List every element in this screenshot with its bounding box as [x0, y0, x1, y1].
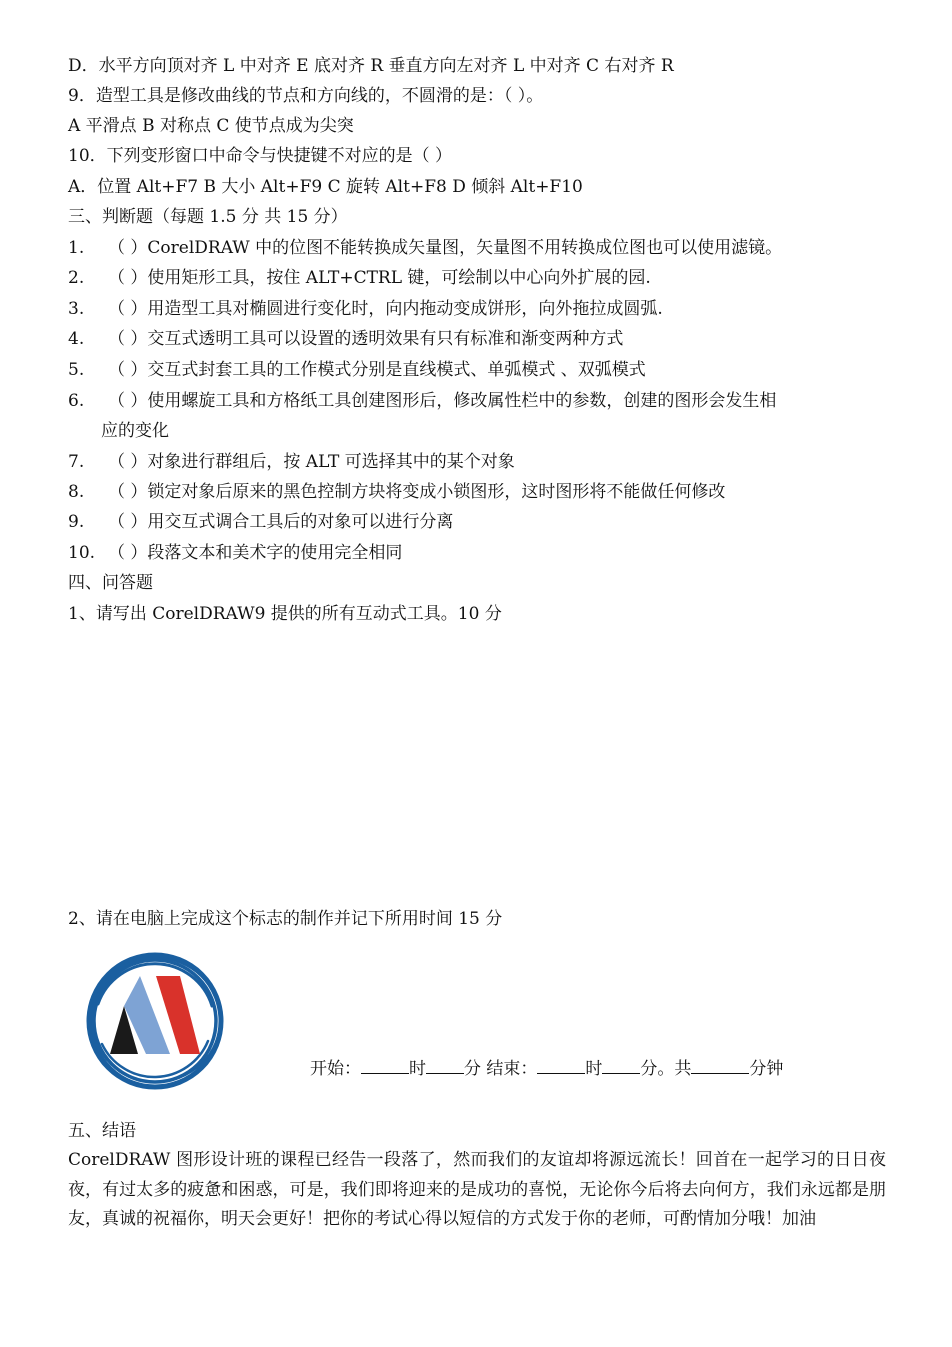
tf-item-number: 7. [68, 452, 85, 472]
tf-item-number: 3. [68, 299, 85, 319]
minute-total-label: 分。共 [640, 1059, 692, 1079]
q10-options: A．位置 Alt+F7 B 大小 Alt+F9 C 旋转 Alt+F8 D 倾斜 Alt+F10 [68, 177, 583, 197]
section3-title: 三、判断题（每题 1.5 分 共 15 分） [68, 207, 348, 227]
start-minute-blank[interactable] [426, 1057, 464, 1074]
tf-item-number: 5. [68, 360, 85, 380]
tf-item-number: 2. [68, 268, 85, 288]
timing-record-line [310, 1057, 783, 1080]
tf-item-text: （ ）用交互式调合工具后的对象可以进行分离 [108, 512, 454, 532]
tf-item-text: （ ）用造型工具对椭圆进行变化时，向内拖动变成饼形，向外拖拉成圆弧. [108, 299, 663, 319]
tf-item-number: 10. [68, 543, 96, 563]
tf-item-continuation: 应的变化 [101, 421, 169, 441]
tf-item [68, 390, 776, 412]
tf-item-number: 4. [68, 329, 85, 349]
tf-item [68, 481, 725, 503]
section4-title: 四、问答题 [68, 573, 153, 593]
tf-item [68, 359, 646, 381]
tf-item [68, 542, 402, 564]
tf-item [68, 511, 453, 533]
q9-stem: 9．造型工具是修改曲线的节点和方向线的，不圆滑的是：（ ）。 [68, 86, 544, 106]
start-label: 开始： [310, 1059, 361, 1079]
tf-item-text: （ ）交互式透明工具可以设置的透明效果有只有标准和渐变两种方式 [108, 329, 624, 349]
tf-item-text: （ ）使用螺旋工具和方格纸工具创建图形后，修改属性栏中的参数，创建的图形会发生相 [108, 391, 777, 411]
tf-item-number: 9. [68, 512, 85, 532]
tf-item-text: （ ）CorelDRAW 中的位图不能转换成矢量图，矢量图不用转换成位图也可以使用滤镜。 [108, 238, 783, 258]
minute-label: 分 [464, 1059, 481, 1079]
end-label: 结束： [481, 1059, 538, 1079]
tf-item [68, 237, 782, 259]
tf-item-text: （ ）对象进行群组后，按 ALT 可选择其中的某个对象 [108, 452, 515, 472]
logo-image [80, 946, 230, 1096]
hour-label: 时 [585, 1059, 603, 1079]
end-hour-blank[interactable] [537, 1057, 585, 1074]
tf-item [68, 267, 651, 289]
tf-item-text: （ ）交互式封套工具的工作模式分别是直线模式、单弧模式 、双弧模式 [108, 360, 646, 380]
tf-item-text: （ ）段落文本和美术字的使用完全相同 [108, 543, 403, 563]
q10-stem: 10．下列变形窗口中命令与快捷键不对应的是（ ） [68, 146, 453, 166]
total-suffix-label: 分钟 [749, 1059, 784, 1079]
question-2: 2、请在电脑上完成这个标志的制作并记下所用时间 15 分 [68, 909, 503, 929]
end-minute-blank[interactable] [602, 1057, 640, 1074]
hour-label: 时 [409, 1059, 426, 1079]
q8-option-d: D．水平方向顶对齐 L 中对齐 E 底对齐 R 垂直方向左对齐 L 中对齐 C 右对齐 R [68, 56, 674, 76]
tf-item [68, 298, 663, 320]
tf-item-text: （ ）锁定对象后原来的黑色控制方块将变成小锁图形，这时图形将不能做任何修改 [108, 482, 726, 502]
total-minutes-blank[interactable] [691, 1057, 749, 1074]
question-1: 1、请写出 CorelDRAW9 提供的所有互动式工具。10 分 [68, 604, 502, 624]
closing-paragraph: CorelDRAW 图形设计班的课程已经告一段落了，然而我们的友谊却将源远流长！回首在一起学习的日日夜夜，有过太多的疲惫和困惑，可是，我们即将迎来的是成功的喜悦，无论你今后将去向何方，我们永远都是朋友，真诚的祝福你，明天会更好！把你的考试心得以短信的方式发于你的老师，可酌情加分哦！加油 [68, 1150, 886, 1229]
section5-title: 五、结语 [68, 1121, 136, 1141]
tf-item-text: （ ）使用矩形工具，按住 ALT+CTRL 键，可绘制以中心向外扩展的园. [108, 268, 651, 288]
tf-item-number: 8. [68, 482, 85, 502]
tf-item [68, 451, 515, 473]
tf-item-number: 1. [68, 238, 85, 258]
tf-item [68, 328, 623, 350]
start-hour-blank[interactable] [361, 1057, 409, 1074]
tf-item-number: 6. [68, 391, 85, 411]
q9-options: A 平滑点 B 对称点 C 使节点成为尖突 [68, 116, 354, 136]
